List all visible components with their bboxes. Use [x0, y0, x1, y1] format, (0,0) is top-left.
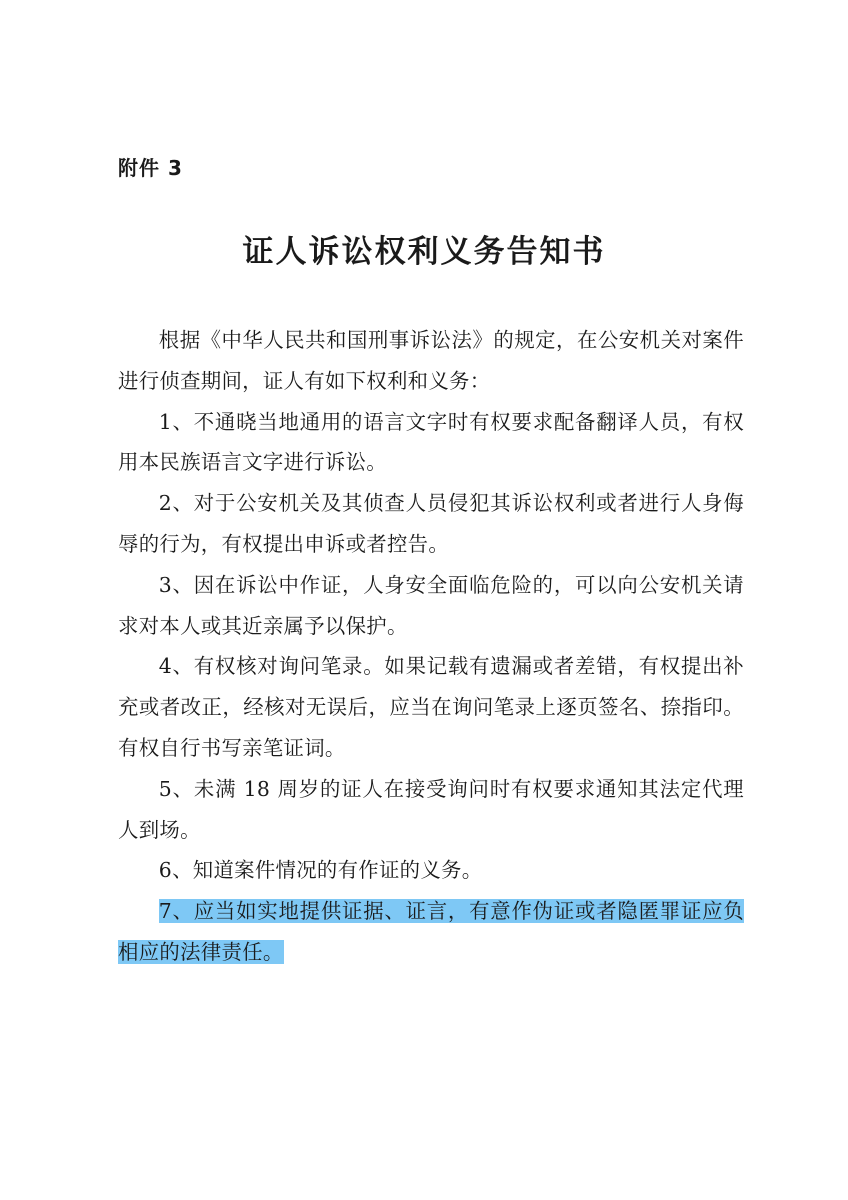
highlighted-list-item[interactable]: [118, 891, 744, 973]
list-item: 1、不通晓当地通用的语言文字时有权要求配备翻译人员，有权用本民族语言文字进行诉讼。: [118, 409, 744, 475]
text-selection-highlight[interactable]: 7、应当如实地提供证据、证言，有意作伪证或者隐匿罪证应负相应的法律责任。: [118, 899, 744, 964]
document-body: [118, 320, 744, 973]
intro-paragraph: 根据《中华人民共和国刑事诉讼法》的规定，在公安机关对案件进行侦查期间，证人有如下权利和义务：: [118, 328, 744, 393]
list-item: 5、未满 18 周岁的证人在接受询问时有权要求通知其法定代理人到场。: [118, 776, 744, 842]
list-item: 6、知道案件情况的有作证的义务。: [158, 858, 483, 883]
list-item: 2、对于公安机关及其侦查人员侵犯其诉讼权利或者进行人身侮辱的行为，有权提出申诉或者控告。: [118, 491, 744, 556]
attachment-label: 附件 3: [118, 156, 183, 180]
list-item: 3、因在诉讼中作证，人身安全面临危险的，可以向公安机关请求对本人或其近亲属予以保护。: [118, 572, 744, 638]
list-item: 4、有权核对询问笔录。如果记载有遗漏或者差错，有权提出补充或者改正，经核对无误后，应当在询问笔录上逐页签名、捺指印。有权自行书写亲笔证词。: [118, 654, 744, 760]
document-title: 证人诉讼权利义务告知书: [242, 234, 606, 270]
